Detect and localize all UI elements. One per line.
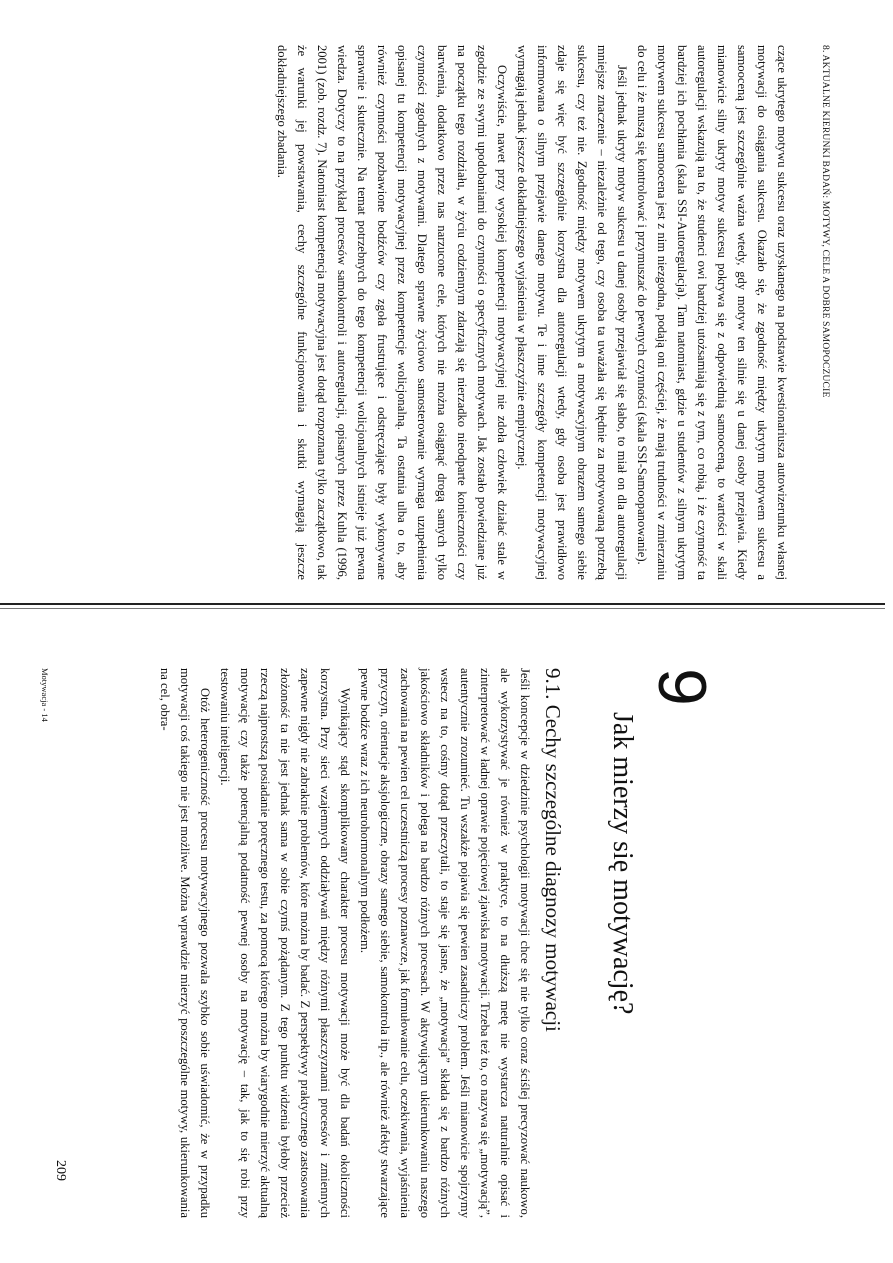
running-header: 8. AKTUALNE KIERUNKI BADAŃ: MOTYWY, CELE A DOBRE SAMOPOCZUCIE bbox=[820, 45, 830, 398]
left-paragraph-3: Oczywiście, nawet przy wysokiej kompetencji motywacyjnej nie zdoła człowiek działać stale w zgodzie ze swymi upodobaniami do czynności o specyficznych motywach. Jak zostało powiedziane już na początku tego rozdziału, w życiu codziennym zdarzają się nierzadko nieodparte konieczności czy barwienia, dodatkowo przez nas narzucone cele, których nie można osiągnąć drogą samych tylko czynności zgodnych z motywami. Dlatego sprawne życiowo samosterowanie wymaga uzupełnienia opisanej tu kompetencji motywacyjnej przez kompetencje wolicjonalną. Ta ostatnia ulba o to, aby również czynności pozbawione bodźców czy zgoła frustrujące i odstręczające były wykonywane sprawnie i skutecznie. Na temat potrzebnych do tego kompetencji wolicjonalnych istnieje już pewna wiedza. Dotyczy to na przykład procesów samokontroli i autoregulacji, opisanych przez Kuhla (1996, 2001) (zob. rozdz. 7). Natomiast kompetencja motywacyjna jest dotąd rozpoznana tylko zaczątkowo, tak że warunki jej powstawania, cechy szczególne funkcjonowania i skutki wymagają jeszcze dokładniejszego zbadania. bbox=[275, 45, 509, 580]
left-paragraph-1: czące ukrytego motywu sukcesu oraz uzyskanego na podstawie kwestionariusza autowizerunku własnej motywacji do osiągania sukcesu. Okazało się, że zgodność między ukrytym motywem sukcesu a samooceną jest szczególnie ważna wtedy, gdy motyw ten silnie się u danej osoby przejawia. Kiedy mianowicie silny ukryty motyw sukcesu pokrywa się z odpowiednią samooceną, to wartości w skali autoregulacji wskazują na to, że studenci owi bardziej utożsamiają się z tym, co robią, i że czynność ta bardziej ich pochłania (skala SSI-Autoregulacja). Tam natomiast, gdzie u studentów z silnym ukrytym motywem sukcesu samoocena jest z nim niezgodna, podają oni częściej, że mają trudności w zmierzaniu do celu i że muszą się kontrolować i przymuszać do pewnych czynności (skala SSI-Samoopanowanie). bbox=[635, 45, 789, 580]
left-paragraph-2: Jeśli jednak ukryty motyw sukcesu u danej osoby przejawiał się słabo, to miał on dla autoregulacji mniejsze znaczenie – niezależnie od tego, czy osoba ta uważała się błędnie za motywowaną potrzebą sukcesu, czy też nie. Zgodność między motywem ukrytym a motywacyjnym obrazem samego siebie zdaje się więc być szczególnie korzystna dla autoregulacji wtedy, gdy osoba jest prawidłowo informowana o silnym przejawie danego motywu. Te i inne szczegóły kompetencji motywacyjnej wymagają jednak jeszcze dokładniejszego wyjaśnienia w płaszczyźnie empirycznej. bbox=[515, 45, 629, 580]
right-paragraph-1: Jeśli koncepcje w dziedzinie psychologii motywacji chce się nie tylko coraz ściślej precyzować naukowo, ale wykorzystywać je również w praktyce, to na dłuższą metę nie wystarcza naturalnie opisać i zinterpretować w ładnej oprawie pojęciowej zjawiska motywacji. Trzeba też to, co nazywa się „motywacją”, autentycznie zrozumieć. Tu wszakże pojawia się pewien zasadniczy problem. Jeśli mianowicie spojrzymy wstecz na to, cośmy dotąd przeczytali, to staje się jasne, że „motywacja” składa się z bardzo różnych jakościowo składników i polega na bardzo różnych procesach. W aktywującym ukierunkowaniu naszego zachowania na pewien cel uczestniczą procesy poznawcze, jak formułowanie celu, oczekiwania, wyjaśnienia przyczyn, orientacje aksjologiczne, obrazy samego siebie, samokontrola itp., ale również afekty stwarzające pewne bodźce wraz z ich neurohormonalnym podłożem. bbox=[358, 668, 532, 1218]
page-gutter-shadow bbox=[0, 608, 885, 609]
signature-mark: Motywacja - 14 bbox=[40, 668, 50, 722]
page-gutter-line bbox=[0, 603, 885, 605]
right-paragraph-3: Otóż heterogeniczność procesu motywacyjnego pozwala szybko sobie uświadomić, że w przypadku motywacji coś takiego nie jest możliwe. Można wprawdzie mierzyć poszczególne motywy, ukierunkowania na cel, obra- bbox=[158, 668, 212, 1218]
right-page-body bbox=[155, 668, 535, 1218]
chapter-title: Jak mierzy się motywację? bbox=[607, 712, 638, 1015]
chapter-number: 9 bbox=[644, 668, 720, 706]
page-number: 209 bbox=[53, 1160, 68, 1181]
section-title: 9.1. Cechy szczególne diagnozy motywacji bbox=[541, 668, 565, 1032]
left-page-body bbox=[272, 45, 792, 580]
right-paragraph-2: Wynikający stąd skomplikowany charakter procesu motywacji może być dla badań okoliczności korzystna. Przy sieci wzajemnych oddziaływań między różnymi płaszczyznami procesów i zmiennych zapewne nigdy nie zabraknie problemów, które można by badać. Z perspektywy praktycznego zastosowania złożoność ta nie jest jednak sama w sobie czymś pożądanym. Z tego punktu widzenia byłoby przecież rzeczą najprostszą posiadanie poręcznego testu, za pomocą którego można by wiarygodnie mierzyć aktualną motywację czy także potencjalną podatność pewnej osoby na motywację – tak, jak to się robi przy testowaniu inteligencji. bbox=[218, 668, 352, 1218]
